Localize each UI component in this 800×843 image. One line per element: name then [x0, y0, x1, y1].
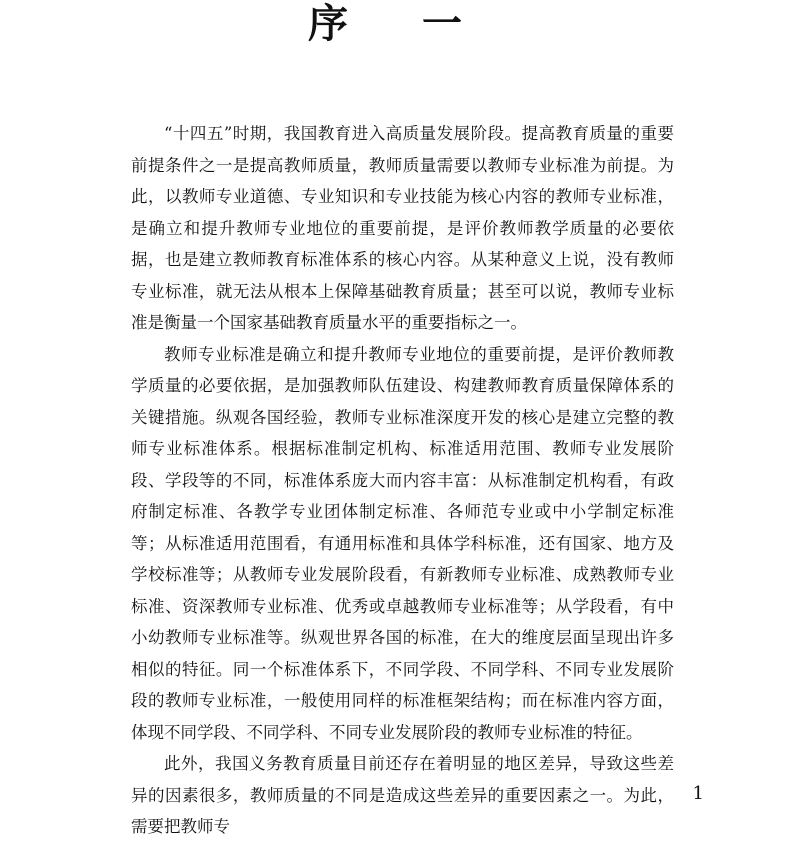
- body-text: [131, 118, 674, 843]
- page-number: 1: [692, 783, 704, 804]
- paragraph-2: 教师专业标准是确立和提升教师专业地位的重要前提，是评价教师教学质量的必要依据，是加强教师队伍建设、构建教师教育质量保障体系的关键措施。纵观各国经验，教师专业标准深度开发的核心是建立完整的教师专业标准体系。根据标准制定机构、标准适用范围、教师专业发展阶段、学段等的不同，标准体系庞大而内容丰富：从标准制定机构看，有政府制定标准、各教学专业团体制定标准、各师范专业或中小学制定标准等；从标准适用范围看，有通用标准和具体学科标准，还有国家、地方及学校标准等；从教师专业发展阶段看，有新教师专业标准、成熟教师专业标准、资深教师专业标准、优秀或卓越教师专业标准等；从学段看，有中小幼教师专业标准等。纵观世界各国的标准，在大的维度层面呈现出许多相似的特征。同一个标准体系下，不同学段、不同学科、不同专业发展阶段的教师专业标准，一般使用同样的标准框架结构；而在标准内容方面，体现不同学段、不同学科、不同专业发展阶段的教师专业标准的特征。: [131, 344, 674, 742]
- paragraph-1: “十四五”时期，我国教育进入高质量发展阶段。提高教育质量的重要前提条件之一是提高教师质量，教师质量需要以教师专业标准为前提。为此，以教师专业道德、专业知识和专业技能为核心内容的教师专业标准，是确立和提升教师专业地位的重要前提，是评价教师教学质量的必要依据，也是建立教师教育标准体系的核心内容。从某种意义上说，没有教师专业标准，就无法从根本上保障基础教育质量；甚至可以说，教师专业标准是衡量一个国家基础教育质量水平的重要指标之一。: [131, 124, 674, 332]
- page-title: 序 一: [308, 0, 492, 47]
- paragraph-3: 此外，我国义务教育质量目前还存在着明显的地区差异，导致这些差异的因素很多，教师质量的不同是造成这些差异的重要因素之一。为此，需要把教师专: [131, 754, 674, 836]
